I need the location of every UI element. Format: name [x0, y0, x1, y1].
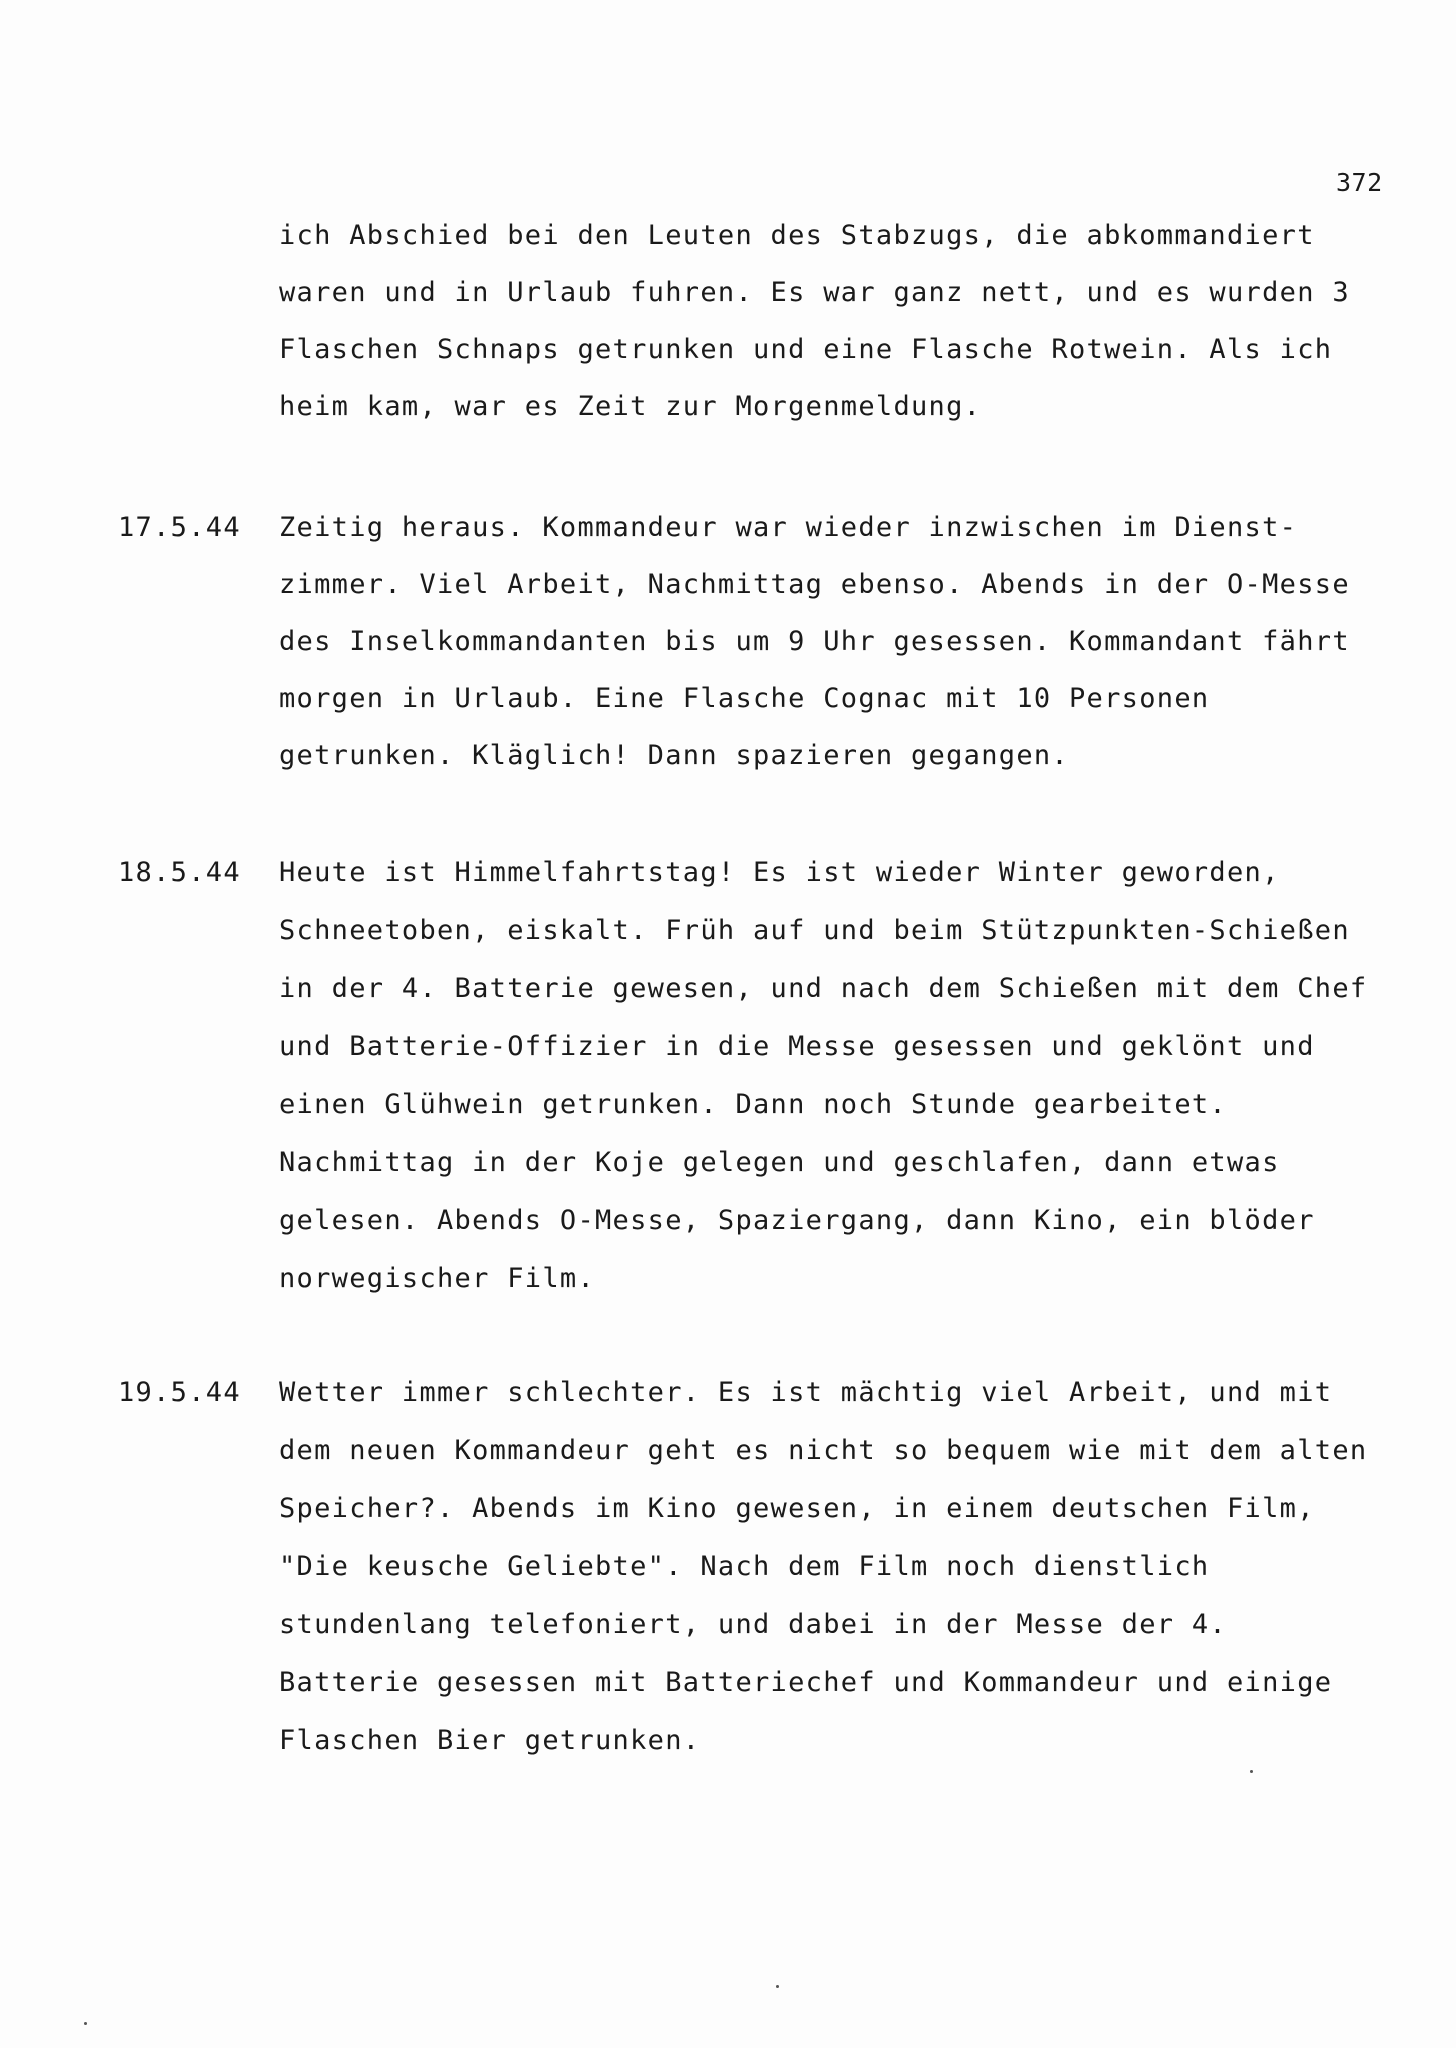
text-line: Schneetoben, eiskalt. Früh auf und beim Stützpunkten-Schießen: [279, 915, 1350, 946]
text-line: Nachmittag in der Koje gelegen und geschlafen, dann etwas: [279, 1147, 1280, 1178]
text-line: Wetter immer schlechter. Es ist mächtig viel Arbeit, und mit: [279, 1377, 1333, 1408]
text-line: Speicher?. Abends im Kino gewesen, in einem deutschen Film,: [279, 1493, 1315, 1524]
text-line: Heute ist Himmelfahrtstag! Es ist wieder Winter geworden,: [279, 857, 1280, 888]
text-line: dem neuen Kommandeur geht es nicht so bequem wie mit dem alten: [279, 1435, 1368, 1466]
text-line: Batterie gesessen mit Batteriechef und Kommandeur und einige: [279, 1667, 1333, 1698]
text-line: heim kam, war es Zeit zur Morgenmeldung.: [279, 391, 982, 422]
text-line: morgen in Urlaub. Eine Flasche Cognac mit 10 Personen: [279, 683, 1210, 714]
text-line: norwegischer Film.: [279, 1263, 595, 1294]
entry-date: 17.5.44: [118, 512, 241, 543]
text-line: getrunken. Kläglich! Dann spazieren gegangen.: [279, 740, 1069, 771]
entry-date: 19.5.44: [118, 1377, 241, 1408]
text-line: "Die keusche Geliebte". Nach dem Film noch dienstlich: [279, 1551, 1210, 1582]
text-line: zimmer. Viel Arbeit, Nachmittag ebenso. Abends in der O-Messe: [279, 569, 1350, 600]
text-line: und Batterie-Offizier in die Messe gesessen und geklönt und: [279, 1031, 1315, 1062]
text-line: stundenlang telefoniert, und dabei in der Messe der 4.: [279, 1609, 1227, 1640]
text-line: ich Abschied bei den Leuten des Stabzugs, die abkommandiert: [279, 220, 1315, 251]
text-line: waren und in Urlaub fuhren. Es war ganz nett, und es wurden 3: [279, 277, 1350, 308]
text-line: einen Glühwein getrunken. Dann noch Stunde gearbeitet.: [279, 1089, 1227, 1120]
text-line: in der 4. Batterie gewesen, und nach dem Schießen mit dem Chef: [279, 973, 1368, 1004]
scan-speck: [776, 1985, 779, 1988]
scan-speck: [84, 2022, 87, 2025]
text-line: Flaschen Schnaps getrunken und eine Flasche Rotwein. Als ich: [279, 334, 1333, 365]
text-line: Zeitig heraus. Kommandeur war wieder inzwischen im Dienst-: [279, 512, 1298, 543]
text-line: des Inselkommandanten bis um 9 Uhr gesessen. Kommandant fährt: [279, 626, 1350, 657]
text-line: Flaschen Bier getrunken.: [279, 1725, 701, 1756]
text-line: gelesen. Abends O-Messe, Spaziergang, dann Kino, ein blöder: [279, 1205, 1315, 1236]
page-number: 372: [1336, 168, 1383, 197]
entry-date: 18.5.44: [118, 857, 241, 888]
scan-speck: [1250, 1770, 1253, 1773]
